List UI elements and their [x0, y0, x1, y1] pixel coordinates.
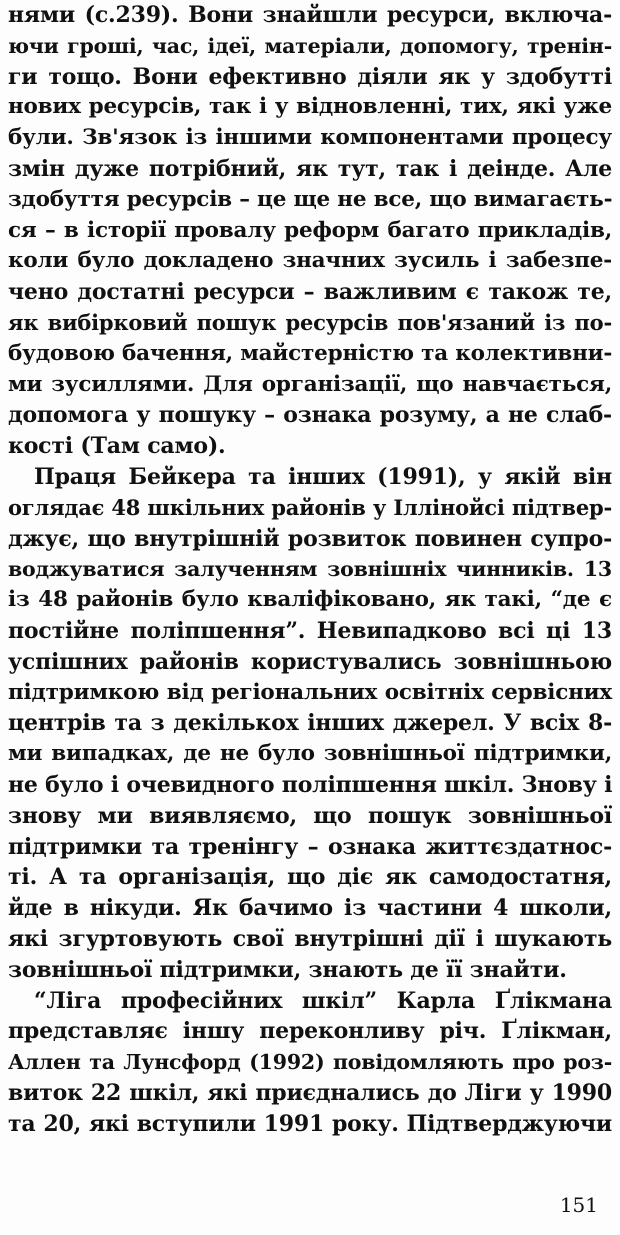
page-number: 151	[559, 1193, 598, 1217]
text-line: та 20, які вступили 1991 року. Підтверджуючи	[8, 1110, 612, 1137]
text-line: допомога у пошуку – ознака розуму, а не слаб-	[8, 402, 612, 429]
text-line: ги тощо. Вони ефективно діяли як у здобутті	[8, 63, 612, 90]
text-line: кості (Там само).	[8, 433, 226, 460]
text-line: здобуття ресурсів – це ще не все, що вимагаєть-	[8, 186, 613, 212]
text-line: не було і очевидного поліпшення шкіл. Знову і	[8, 771, 613, 798]
text-line: які згуртовують свої внутрішні дії і шукають	[8, 925, 612, 952]
text-line: змін дуже потрібний, як тут, так і деінде. Але	[8, 155, 612, 182]
text-line: центрів та з декількох інших джерел. У всіх 8-	[8, 710, 612, 737]
text-line: чено достатні ресурси – важливим є також те,	[8, 279, 612, 306]
text-line: із 48 районів було кваліфіковано, як такі, “де є	[8, 587, 612, 613]
text-line: коли було докладено значних зусиль і забезпе-	[8, 248, 612, 274]
text-line: йде в нікуди. Як бачимо із частини 4 школи,	[8, 895, 612, 922]
text-line: Аллен та Лунсфорд (1992) повідомляють про роз-	[8, 1050, 612, 1075]
text-line: були. Зв'язок із іншими компонентами процесу	[8, 125, 612, 151]
text-line: ті. А та організація, що діє як самодостатня,	[8, 864, 612, 891]
text-line: представляє іншу переконливу річ. Ґлікман,	[8, 1018, 612, 1045]
text-line: воджуватися залученням зовнішніх чинників. 13	[8, 557, 612, 582]
text-line: ючи гроші, час, ідеї, матеріали, допомогу, тренін-	[8, 33, 612, 58]
text-line: знову ми виявляємо, що пошук зовнішньої	[8, 802, 612, 829]
text-line: ся – в історії провалу реформ багато прикладів,	[8, 217, 612, 243]
text-line: Праця Бейкера та інших (1991), у якій він	[34, 463, 612, 490]
body-text	[8, 0, 612, 1139]
text-line: зовнішньої підтримки, знають де її знайти.	[8, 956, 567, 983]
text-line: постійне поліпшення”. Невипадково всі ці 13	[8, 617, 612, 644]
text-line: джує, що внутрішній розвиток повинен супро-	[8, 525, 612, 552]
text-line: оглядає 48 шкільних районів у Іллінойсі підтвер-	[8, 494, 612, 520]
text-line: “Ліга професійних шкіл” Карла Ґлікмана	[34, 987, 612, 1014]
text-line: підтримкою від регіональних освітніх сервісних	[8, 679, 612, 705]
text-line: ми випадках, де не було зовнішньої підтримки,	[8, 741, 612, 767]
text-line: підтримки та тренінгу – ознака життєздатнос-	[8, 833, 612, 860]
text-line: як вибірковий пошук ресурсів пов'язаний із по-	[8, 309, 612, 335]
text-line: нями (с.239). Вони знайшли ресурси, включа-	[8, 2, 612, 28]
text-line: нових ресурсів, так і у відновленні, тих, які уже	[8, 94, 612, 120]
text-line: виток 22 шкіл, які приєднались до Ліги у 1990	[8, 1079, 612, 1106]
text-line: ми зусиллями. Для організації, що навчається,	[8, 371, 612, 397]
text-line: успішних районів користувались зовнішньою	[8, 648, 612, 675]
text-line: будовою бачення, майстерністю та колективни-	[8, 340, 613, 366]
